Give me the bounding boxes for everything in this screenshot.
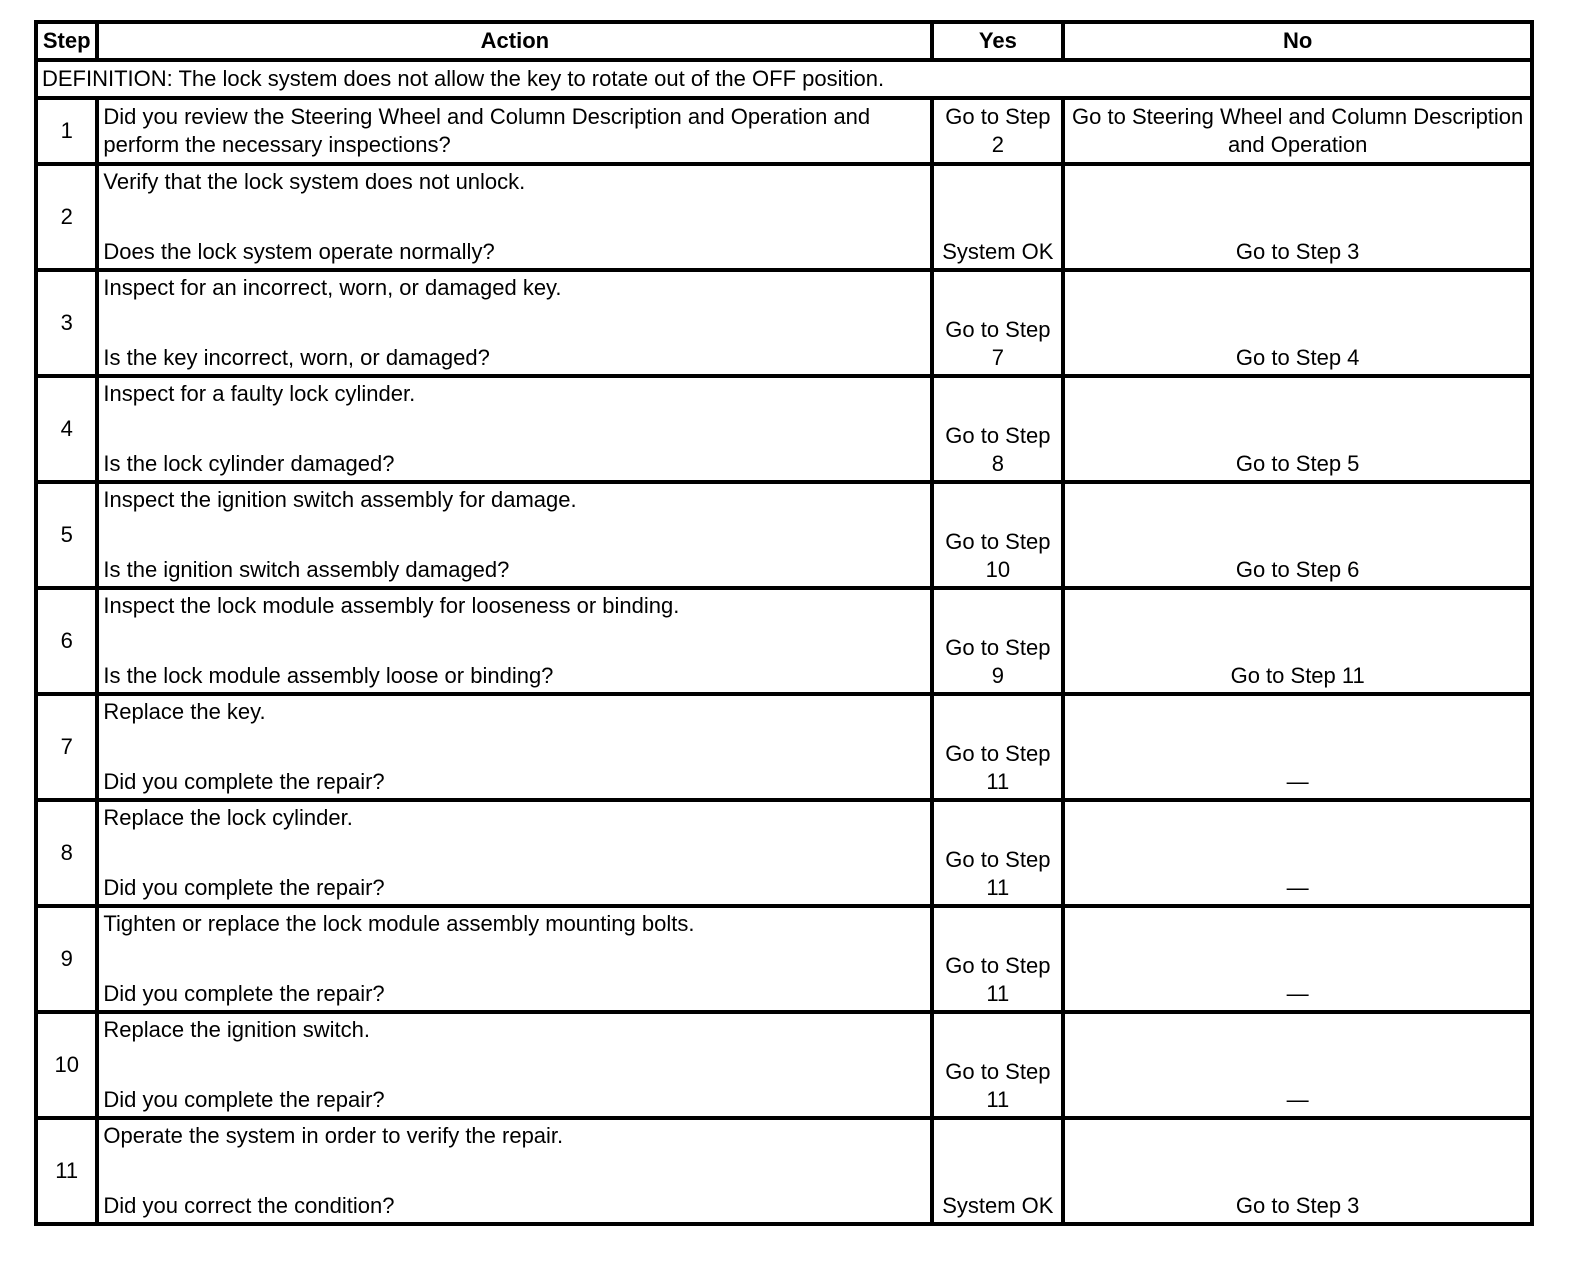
no-result: Go to Step 3 bbox=[1063, 164, 1532, 270]
action-text: Replace the lock cylinder. bbox=[103, 805, 353, 830]
action-question: Does the lock system operate normally? bbox=[103, 239, 495, 264]
action-text: Verify that the lock system does not unlock. bbox=[103, 169, 526, 194]
step-number: 4 bbox=[36, 376, 97, 482]
no-result: — bbox=[1063, 906, 1532, 1012]
action-text: Inspect for a faulty lock cylinder. bbox=[103, 381, 416, 406]
action-text: Tighten or replace the lock module assembly mounting bolts. bbox=[103, 911, 695, 936]
action-cell bbox=[97, 906, 932, 1012]
table-row bbox=[36, 1012, 1532, 1118]
action-cell bbox=[97, 1012, 932, 1118]
step-number: 3 bbox=[36, 270, 97, 376]
action-question: Is the ignition switch assembly damaged? bbox=[103, 557, 510, 582]
definition-text: DEFINITION: The lock system does not allow the key to rotate out of the OFF position. bbox=[36, 60, 1532, 98]
yes-result: Go to Step 11 bbox=[932, 694, 1063, 800]
table-row bbox=[36, 694, 1532, 800]
no-result: Go to Step 3 bbox=[1063, 1118, 1532, 1224]
no-result: — bbox=[1063, 800, 1532, 906]
table-row bbox=[36, 164, 1532, 270]
yes-result: Go to Step 11 bbox=[932, 800, 1063, 906]
step-number: 6 bbox=[36, 588, 97, 694]
no-result: Go to Step 4 bbox=[1063, 270, 1532, 376]
table-row bbox=[36, 376, 1532, 482]
step-number: 9 bbox=[36, 906, 97, 1012]
yes-result: System OK bbox=[932, 164, 1063, 270]
definition-row bbox=[36, 60, 1532, 98]
yes-result: Go to Step 11 bbox=[932, 906, 1063, 1012]
action-cell bbox=[97, 588, 932, 694]
no-result: Go to Step 5 bbox=[1063, 376, 1532, 482]
action-cell bbox=[97, 800, 932, 906]
step-number: 2 bbox=[36, 164, 97, 270]
action-cell bbox=[97, 1118, 932, 1224]
action-text: Replace the key. bbox=[103, 699, 266, 724]
action-question: Is the key incorrect, worn, or damaged? bbox=[103, 345, 490, 370]
action-cell bbox=[97, 376, 932, 482]
step-number: 5 bbox=[36, 482, 97, 588]
step-number: 8 bbox=[36, 800, 97, 906]
action-cell bbox=[97, 98, 932, 164]
table-row bbox=[36, 800, 1532, 906]
yes-result: Go to Step 10 bbox=[932, 482, 1063, 588]
step-number: 11 bbox=[36, 1118, 97, 1224]
step-number: 7 bbox=[36, 694, 97, 800]
header-yes: Yes bbox=[932, 22, 1063, 60]
no-result: Go to Step 6 bbox=[1063, 482, 1532, 588]
no-result: — bbox=[1063, 694, 1532, 800]
header-no: No bbox=[1063, 22, 1532, 60]
yes-result: Go to Step 9 bbox=[932, 588, 1063, 694]
table-row bbox=[36, 270, 1532, 376]
header-row bbox=[36, 22, 1532, 60]
yes-result: System OK bbox=[932, 1118, 1063, 1224]
action-cell bbox=[97, 694, 932, 800]
action-text: Did you review the Steering Wheel and Column Description and Operation and perform the necessary inspections? bbox=[103, 104, 871, 157]
action-text: Replace the ignition switch. bbox=[103, 1017, 370, 1042]
header-step: Step bbox=[36, 22, 97, 60]
header-action: Action bbox=[97, 22, 932, 60]
yes-result: Go to Step 2 bbox=[932, 98, 1063, 164]
table-row bbox=[36, 588, 1532, 694]
step-number: 10 bbox=[36, 1012, 97, 1118]
action-question: Did you complete the repair? bbox=[103, 1087, 385, 1112]
action-cell bbox=[97, 270, 932, 376]
no-result: — bbox=[1063, 1012, 1532, 1118]
table-row bbox=[36, 906, 1532, 1012]
yes-result: Go to Step 11 bbox=[932, 1012, 1063, 1118]
action-question: Did you complete the repair? bbox=[103, 875, 385, 900]
diagnostic-table bbox=[34, 20, 1534, 1226]
step-number: 1 bbox=[36, 98, 97, 164]
action-text: Inspect the lock module assembly for looseness or binding. bbox=[103, 593, 680, 618]
action-text: Operate the system in order to verify the repair. bbox=[103, 1123, 564, 1148]
action-question: Did you correct the condition? bbox=[103, 1193, 395, 1218]
table-row bbox=[36, 98, 1532, 164]
table-row bbox=[36, 1118, 1532, 1224]
action-question: Is the lock module assembly loose or binding? bbox=[103, 663, 554, 688]
yes-result: Go to Step 7 bbox=[932, 270, 1063, 376]
table-row bbox=[36, 482, 1532, 588]
action-cell bbox=[97, 482, 932, 588]
no-result: Go to Steering Wheel and Column Description and Operation bbox=[1063, 98, 1532, 164]
action-text: Inspect for an incorrect, worn, or damaged key. bbox=[103, 275, 562, 300]
yes-result: Go to Step 8 bbox=[932, 376, 1063, 482]
no-result: Go to Step 11 bbox=[1063, 588, 1532, 694]
action-text: Inspect the ignition switch assembly for damage. bbox=[103, 487, 577, 512]
action-cell bbox=[97, 164, 932, 270]
action-question: Did you complete the repair? bbox=[103, 981, 385, 1006]
action-question: Is the lock cylinder damaged? bbox=[103, 451, 395, 476]
action-question: Did you complete the repair? bbox=[103, 769, 385, 794]
